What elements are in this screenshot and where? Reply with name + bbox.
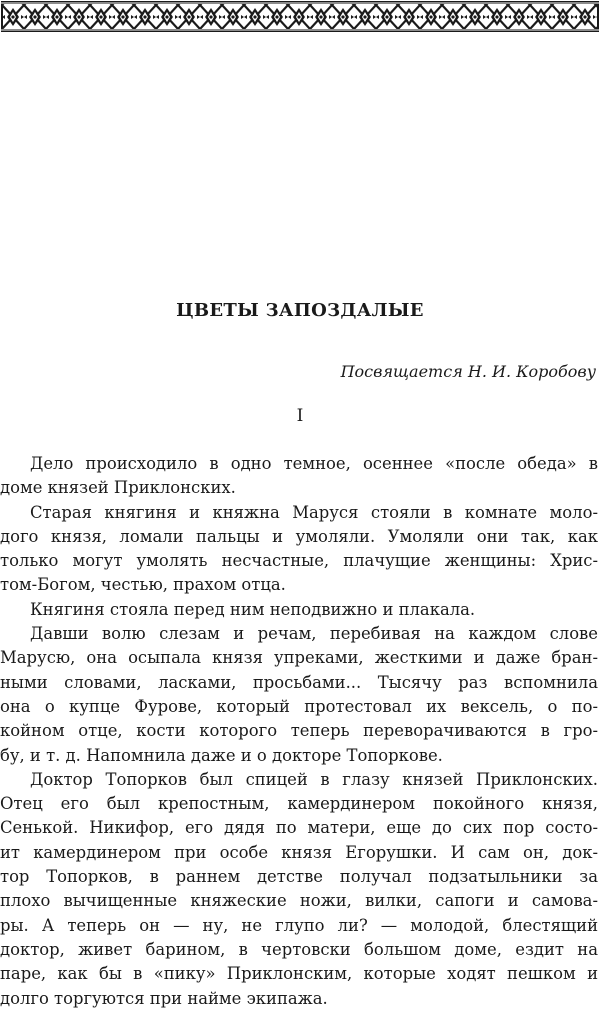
text-line: ными словами, ласками, просьбами... Тысячу раз вспомнила <box>0 672 598 692</box>
ornamental-border <box>0 0 600 33</box>
body-text <box>0 452 598 1011</box>
text-line: доктор, живет барином, в чертовски большом доме, ездит на <box>0 939 598 959</box>
text-line: койном отце, кости которого теперь переворачиваются в гро- <box>0 721 598 741</box>
text-line: она о купце Фурове, который протестовал их вексель, о по- <box>0 696 598 716</box>
text-line: Сенькой. Никифор, его дядя по матери, еще до сих пор состо- <box>0 818 598 838</box>
text-line: ит камердинером при особе князя Егорушки. И сам он, док- <box>0 842 598 862</box>
text-line: доме князей Приклонских. <box>0 478 236 498</box>
dedication: Посвящается Н. И. Коробову <box>340 362 596 381</box>
text-line: бу, и т. д. Напомнила даже и о докторе Топоркове. <box>0 745 443 765</box>
text-line: том-Богом, честью, прахом отца. <box>0 575 286 595</box>
text-line: долго торгуются при найме экипажа. <box>0 988 328 1008</box>
text-line: Давши волю слезам и речам, перебивая на каждом слове <box>30 624 598 644</box>
text-line: Отец его был крепостным, камердинером покойного князя, <box>0 794 598 814</box>
text-line: Старая княгиня и княжна Маруся стояли в комнате моло- <box>30 502 598 522</box>
text-line: Доктор Топорков был спицей в глазу князей Приклонских. <box>30 769 598 789</box>
text-line: Дело происходило в одно темное, осеннее «после обеда» в <box>30 454 598 473</box>
text-line: паре, как бы в «пику» Приклонским, которые ходят пешком и <box>0 964 598 984</box>
text-line: ры. А теперь он — ну, не глупо ли? — молодой, блестящий <box>0 915 598 935</box>
text-line: тор Топорков, в раннем детстве получал подзатыльники за <box>0 867 598 887</box>
text-line: дого князя, ломали пальцы и умоляли. Умоляли они так, как <box>0 526 598 546</box>
text-line: Княгиня стояла перед ним неподвижно и плакала. <box>30 599 476 619</box>
chapter-number: I <box>296 406 304 426</box>
text-line: только могут умолять несчастные, плачущие женщины: Хрис- <box>0 551 598 571</box>
story-title: ЦВЕТЫ ЗАПОЗДАЛЫЕ <box>176 300 424 321</box>
text-line: Марусю, она осыпала князя упреками, жесткими и даже бран- <box>0 648 598 668</box>
text-line: плохо вычищенные княжеские ножи, вилки, сапоги и самова- <box>0 891 598 911</box>
